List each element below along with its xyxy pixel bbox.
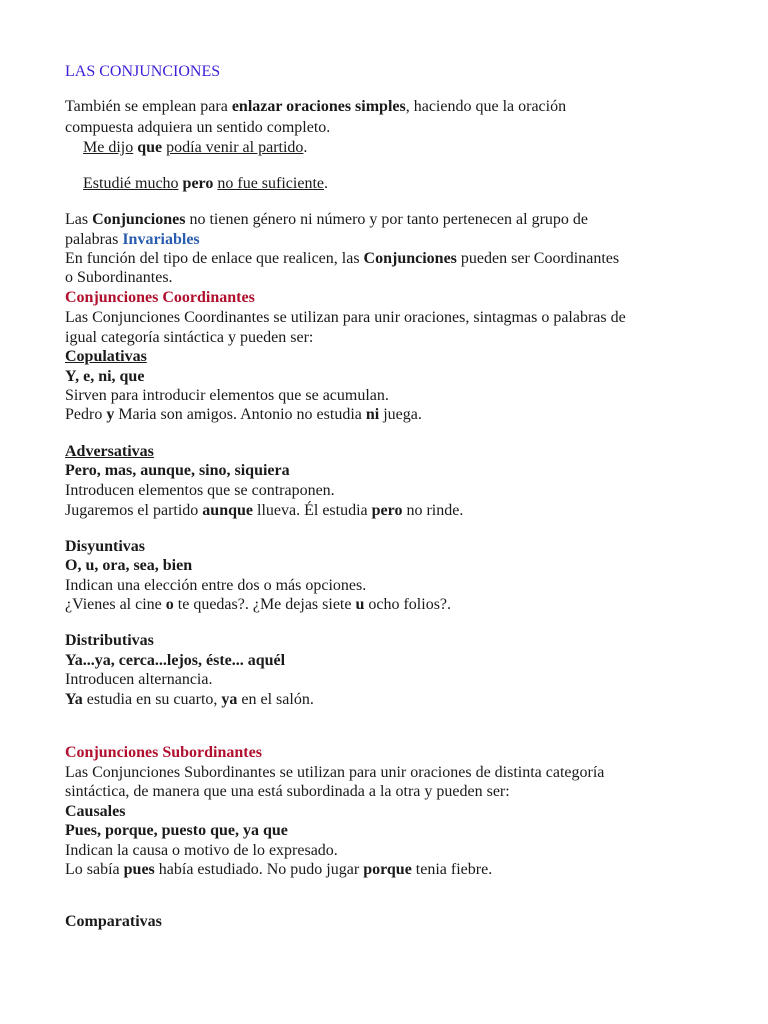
distributivas-example: Ya estudia en su cuarto, ya en el salón.	[65, 691, 314, 708]
adversativas-desc: Introducen elementos que se contraponen.	[65, 482, 335, 499]
coordinantes-desc-2: igual categoría sintáctica y pueden ser:	[65, 329, 314, 346]
subordinantes-heading: Conjunciones Subordinantes	[65, 744, 262, 761]
intro-line-1: También se emplean para enlazar oraciones simples, haciendo que la oración	[65, 98, 567, 115]
comparativas-heading: Comparativas	[65, 913, 162, 930]
distributivas-heading: Distributivas	[65, 632, 154, 649]
causales-list: Pues, porque, puesto que, ya que	[65, 822, 288, 839]
general-line-4: o Subordinantes.	[65, 269, 173, 286]
copulativas-heading: Copulativas	[65, 348, 147, 365]
disyuntivas-example: ¿Vienes al cine o te quedas?. ¿Me dejas siete u ocho folios?.	[65, 596, 452, 613]
disyuntivas-list: O, u, ora, sea, bien	[65, 557, 193, 574]
adversativas-heading: Adversativas	[65, 443, 154, 460]
coordinantes-heading: Conjunciones Coordinantes	[65, 289, 255, 306]
coordinantes-desc-1: Las Conjunciones Coordinantes se utilizan para unir oraciones, sintagmas o palabras de	[65, 309, 626, 326]
subordinantes-desc-2: sintáctica, de manera que una está subordinada a la otra y pueden ser:	[65, 783, 510, 800]
disyuntivas-desc: Indican una elección entre dos o más opciones.	[65, 577, 367, 594]
disyuntivas-heading: Disyuntivas	[65, 538, 146, 555]
copulativas-list: Y, e, ni, que	[65, 368, 145, 385]
intro-example-1: Me dijo que podía venir al partido.	[83, 139, 308, 156]
causales-example: Lo sabía pues había estudiado. No pudo jugar porque tenia fiebre.	[65, 861, 493, 878]
subordinantes-desc-1: Las Conjunciones Subordinantes se utilizan para unir oraciones de distinta categoría	[65, 764, 605, 781]
intro-line-2: compuesta adquiera un sentido completo.	[65, 119, 331, 136]
adversativas-list: Pero, mas, aunque, sino, siquiera	[65, 462, 290, 479]
causales-desc: Indican la causa o motivo de lo expresado.	[65, 842, 338, 859]
general-line-1: Las Conjunciones no tienen género ni número y por tanto pertenecen al grupo de	[65, 211, 588, 228]
copulativas-example: Pedro y Maria son amigos. Antonio no estudia ni juega.	[65, 406, 422, 423]
intro-example-2: Estudié mucho pero no fue suficiente.	[83, 175, 328, 192]
adversativas-example: Jugaremos el partido aunque llueva. Él estudia pero no rinde.	[65, 502, 464, 519]
distributivas-desc: Introducen alternancia.	[65, 671, 213, 688]
invariables-link: Invariables	[122, 231, 200, 248]
distributivas-list: Ya...ya, cerca...lejos, éste... aquél	[65, 652, 286, 669]
general-line-3: En función del tipo de enlace que realicen, las Conjunciones pueden ser Coordinantes	[65, 250, 620, 267]
causales-heading: Causales	[65, 803, 126, 820]
page-title: LAS CONJUNCIONES	[65, 63, 221, 80]
copulativas-desc: Sirven para introducir elementos que se acumulan.	[65, 387, 389, 404]
general-line-2: palabras Invariables	[65, 231, 200, 248]
